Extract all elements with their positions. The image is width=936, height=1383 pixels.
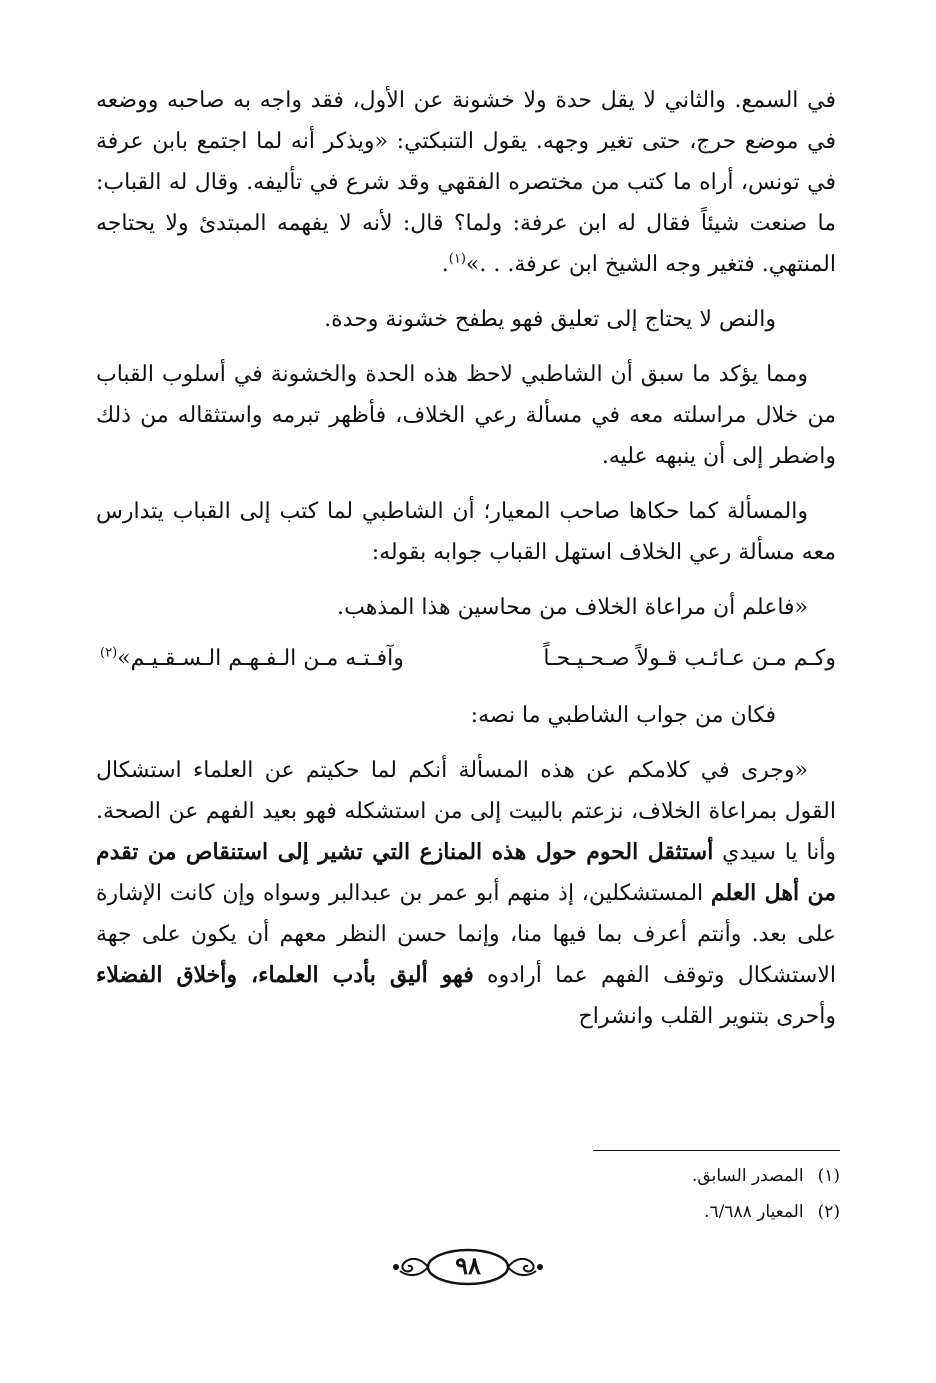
paragraph-4 <box>96 491 836 573</box>
paragraph-4-text: والمسألة كما حكاها صاحب المعيار؛ أن الشاطبي لما كتب إلى القباب يتدارس معه مسألة رعي الخلاف استهل القباب جوابه بقوله: <box>96 499 836 565</box>
paragraph-3 <box>96 354 836 477</box>
footnotes <box>340 1158 840 1230</box>
footnote-ref-1: (١) <box>448 251 466 267</box>
paragraph-after-verse <box>96 695 836 736</box>
paragraph-2-text: والنص لا يحتاج إلى تعليق فهو يطفح خشونة وحدة. <box>324 307 776 332</box>
paragraph-1-text: في السمع. والثاني لا يقل حدة ولا خشونة عن الأول، فقد واجه به صاحبه ووضعه في موضع حرج، حتى تغير وجهه. يقول التنبكتي: «ويذكر أنه لما اجتمع بابن عرفة في تونس، أراه ما كتب من مختصره الفقهي وقد شرع في تأليفه. وقال له القباب: ما صنعت شيئاً فقال له ابن عرفة: ولما؟ قال: لأنه لا يفهمه المبتدئ ولا يحتاجه المنتهي. فتغير وجه الشيخ ابن عرفة. . .» <box>96 88 836 277</box>
verse-first-half: وكـم مـن عـائـب قـولاً صـحـيـحـاً <box>543 646 836 671</box>
footnote-1-text: المصدر السابق. <box>692 1166 804 1186</box>
footnote-2-number: (٢) <box>817 1202 840 1222</box>
poetry-verse <box>96 638 836 679</box>
reply-bold-1: أستثقل الحوم حول هذه المنازع التي تشير إلى استنقاص من تقدم من أهل العلم <box>96 839 837 906</box>
reply-bold-2: فهو أليق بأدب العلماء، وأخلاق الفضلاء <box>96 962 474 988</box>
quote-line-text: «فاعلم أن مراعاة الخلاف من محاسين هذا المذهب. <box>337 595 808 620</box>
paragraph-shatibi-reply <box>96 750 836 1037</box>
paragraph-2 <box>96 299 836 340</box>
verse-second-half-text: وآفـتـه مـن الـفـهـم الـسـقـيـم» <box>117 646 404 671</box>
footnote-divider <box>593 1150 840 1151</box>
quote-line <box>96 587 836 628</box>
reply-text-2: المستشكلين، إذ منهم أبو عمر بن عبدالبر وسواه وإن كانت الإشارة على بعد. وأنتم أعرف بما فيها منا، وإنما حسن النظر معهم أن يكون على جهة الاستشكال وتوقف الفهم عما أرادوه <box>96 881 837 988</box>
footnote-1 <box>340 1158 840 1194</box>
page-number: ٩٨ <box>455 1251 481 1280</box>
paragraph-3-text: ومما يؤكد ما سبق أن الشاطبي لاحظ هذه الحدة والخشونة في أسلوب القباب من خلال مراسلته معه في مسألة رعي الخلاف، فأظهر تبرمه واستثقاله من ذلك واضطر إلى أن ينبهه عليه. <box>96 362 836 469</box>
reply-text-3: وأحرى بتنوير القلب وانشراح <box>578 1004 836 1029</box>
page-number-ornament <box>388 1245 548 1291</box>
paragraph-after-verse-text: فكان من جواب الشاطبي ما نصه: <box>470 703 776 728</box>
footnote-2 <box>340 1194 840 1230</box>
paragraph-1: في السمع. والثاني لا يقل حدة ولا خشونة عن الأول، فقد واجه به صاحبه ووضعه في موضع حرج، حتى تغير وجهه. يقول التنبكتي: «ويذكر أنه لما اجتمع بابن عرفة في تونس، أراه ما كتب من مختصره الفقهي وقد شرع في تأليفه. وقال له القباب: ما صنعت شيئاً فقال له ابن عرفة: ولما؟ قال: لأنه لا يفهمه المبتدئ ولا يحتاجه المنتهي. فتغير وجه الشيخ ابن عرفة. . .»$^{(١)}$. <box>96 88 836 277</box>
page-number-area <box>0 1245 936 1291</box>
reply-text-1: «وجرى في كلامكم عن هذه المسألة أنكم لما حكيتم عن العلماء استشكال القول بمراعاة الخلاف، نزعتم بالبيت إلى من استشكله فهو بعيد الفهم عن الصحة. وأنا يا سيدي <box>96 758 836 865</box>
footnote-ref-2: (٢) <box>100 645 118 661</box>
verse-second-half <box>100 638 404 679</box>
page-body <box>96 80 836 1051</box>
footnote-1-number: (١) <box>817 1166 840 1186</box>
footnote-2-text: المعيار ٦/٦٨٨. <box>704 1202 804 1222</box>
